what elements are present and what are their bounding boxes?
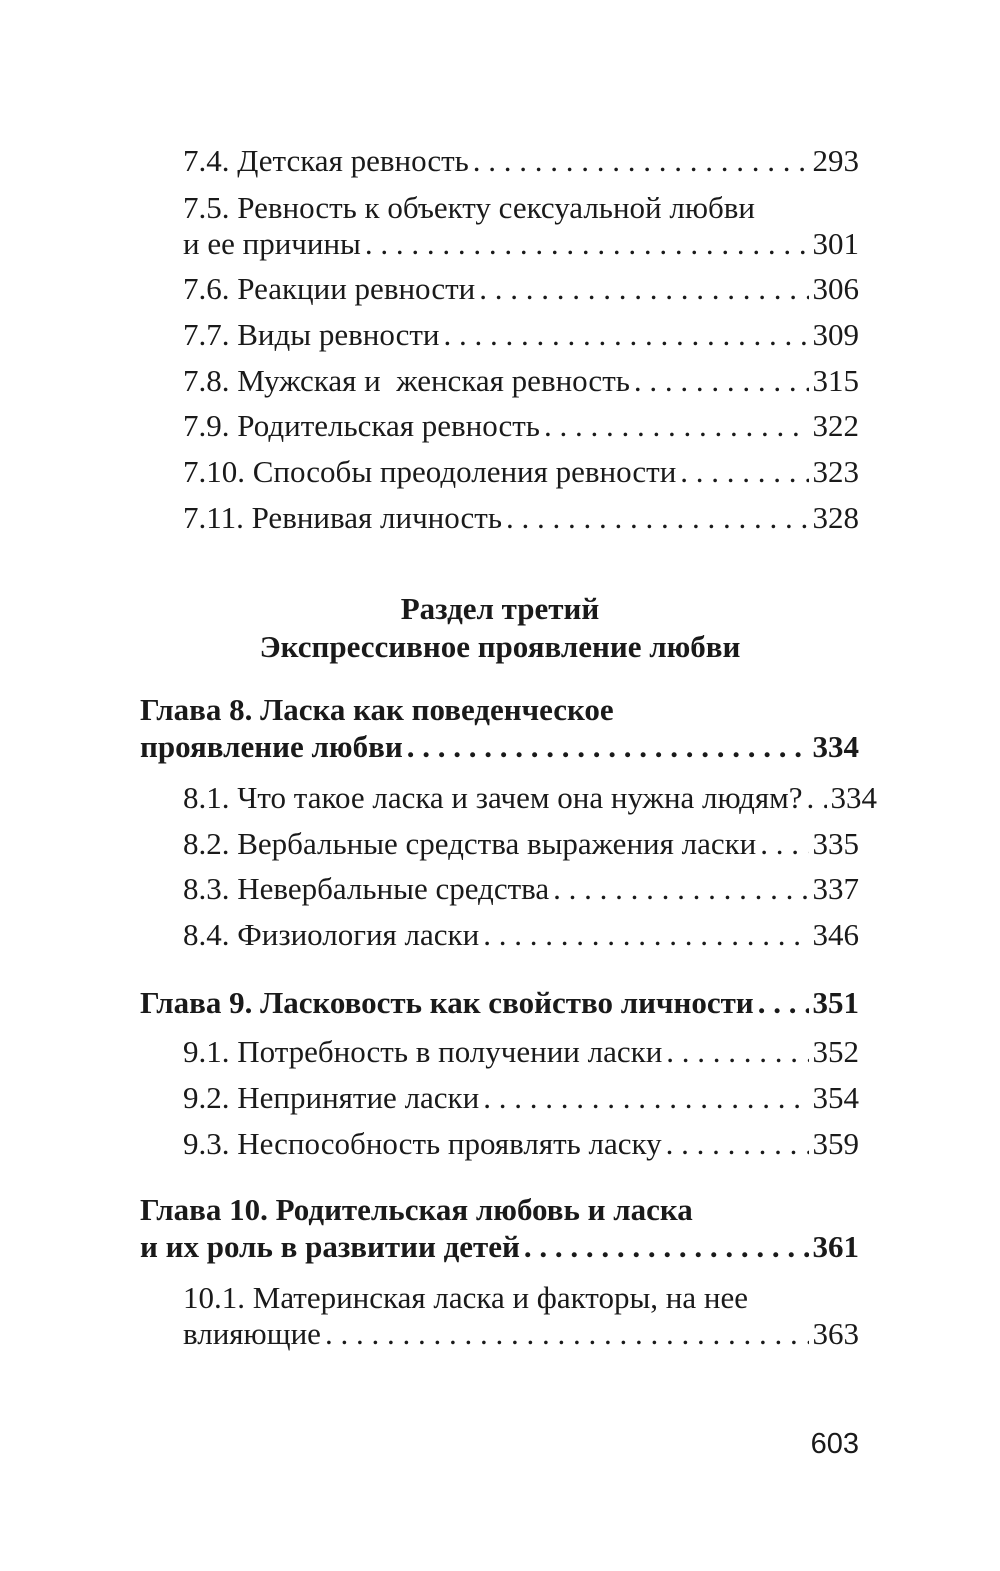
- entry-page: 322: [812, 408, 859, 443]
- dot-leader: [634, 361, 809, 401]
- toc-entry-10-1-line1: 10.1. Материнская ласка и факторы, на нее: [183, 1280, 748, 1315]
- entry-page: 323: [812, 454, 859, 489]
- toc-entry-7-10: [183, 452, 859, 492]
- entry-title: 9.3. Неспособность проявлять ласку: [183, 1126, 662, 1161]
- entry-title: 7.7. Виды ревности: [183, 317, 440, 352]
- entry-page: 315: [812, 363, 859, 398]
- dot-leader: [807, 778, 827, 818]
- entry-page: 346: [812, 917, 859, 952]
- entry-page: 293: [812, 143, 859, 178]
- chapter-10-title-line1: Глава 10. Родительская любовь и ласка: [140, 1192, 693, 1227]
- chapter-title: Глава 9. Ласковость как свойство личности: [140, 985, 754, 1020]
- entry-title: 7.4. Детская ревность: [183, 143, 469, 178]
- chapter-8-entry: [140, 727, 859, 767]
- entry-title: 9.1. Потребность в получении ласки: [183, 1034, 663, 1069]
- dot-leader: [760, 824, 808, 864]
- entry-page: 334: [830, 780, 878, 815]
- entry-page: 359: [812, 1126, 859, 1161]
- dot-leader: [473, 141, 809, 181]
- dot-leader: [524, 1227, 809, 1267]
- toc-entry-7-5-line1: 7.5. Ревность к объекту сексуальной любви: [183, 190, 756, 225]
- entry-title: и ее причины: [183, 226, 361, 261]
- chapter-page: 334: [812, 729, 859, 764]
- toc-entry-8-2: [183, 824, 859, 864]
- page-number: 603: [810, 1428, 859, 1460]
- chapter-page: 351: [812, 985, 859, 1020]
- entry-title: 9.2. Непринятие ласки: [183, 1080, 480, 1115]
- toc-entry-9-1: [183, 1032, 859, 1072]
- entry-page: 301: [812, 226, 859, 261]
- toc-entry-8-3: [183, 869, 859, 909]
- chapter-title: и их роль в развитии детей: [140, 1229, 520, 1264]
- chapter-10-entry: [140, 1227, 859, 1267]
- entry-page: 335: [812, 826, 859, 861]
- chapter-page: 361: [812, 1229, 859, 1264]
- entry-title: 7.10. Способы преодоления ревности: [183, 454, 677, 489]
- entry-page: 352: [812, 1034, 859, 1069]
- toc-entry-7-9: [183, 406, 859, 446]
- dot-leader: [479, 269, 808, 309]
- dot-leader: [365, 224, 809, 264]
- entry-title: влияющие: [183, 1316, 321, 1351]
- dot-leader: [666, 1124, 809, 1164]
- dot-leader: [758, 983, 809, 1023]
- dot-leader: [666, 1032, 808, 1072]
- dot-leader: [553, 869, 808, 909]
- toc-entry-9-2: [183, 1078, 859, 1118]
- entry-title: 7.6. Реакции ревности: [183, 271, 476, 306]
- chapter-9-entry: [140, 983, 859, 1023]
- entry-title: 7.9. Родительская ревность: [183, 408, 540, 443]
- toc-entry-7-7: [183, 315, 859, 355]
- entry-page: 306: [812, 271, 859, 306]
- entry-page: 337: [812, 871, 859, 906]
- toc-entry-8-4: [183, 915, 859, 955]
- entry-title: 8.4. Физиология ласки: [183, 917, 480, 952]
- entry-title: 7.11. Ревнивая личность: [183, 500, 502, 535]
- dot-leader: [483, 915, 808, 955]
- dot-leader: [544, 406, 809, 446]
- entry-title: 8.2. Вербальные средства выражения ласки: [183, 826, 757, 861]
- toc-entry-7-6: [183, 269, 859, 309]
- dot-leader: [407, 727, 809, 767]
- dot-leader: [325, 1314, 809, 1354]
- dot-leader: [483, 1078, 808, 1118]
- toc-entry-9-3: [183, 1124, 859, 1164]
- entry-title: 8.3. Невербальные средства: [183, 871, 550, 906]
- toc-entry-7-8: [183, 361, 859, 401]
- chapter-8-title-line1: Глава 8. Ласка как поведенческое: [140, 692, 614, 727]
- toc-entry-7-4: [183, 141, 859, 181]
- chapter-title: проявление любви: [140, 729, 403, 764]
- entry-page: 328: [812, 500, 859, 535]
- entry-page: 363: [812, 1316, 859, 1351]
- dot-leader: [506, 498, 809, 538]
- section-heading-line1: Раздел третий: [400, 591, 600, 626]
- toc-entry-7-11: [183, 498, 859, 538]
- toc-entry-7-5: [183, 224, 859, 264]
- entry-title: 7.8. Мужская и женская ревность: [183, 363, 630, 398]
- dot-leader: [680, 452, 808, 492]
- toc-entry-10-1: [183, 1314, 859, 1354]
- toc-entry-8-1: [183, 778, 878, 818]
- entry-title: 8.1. Что такое ласка и зачем она нужна людям?: [183, 780, 803, 815]
- entry-page: 354: [812, 1080, 859, 1115]
- section-heading-line2: Экспрессивное проявление любви: [259, 629, 741, 664]
- entry-page: 309: [812, 317, 859, 352]
- dot-leader: [444, 315, 809, 355]
